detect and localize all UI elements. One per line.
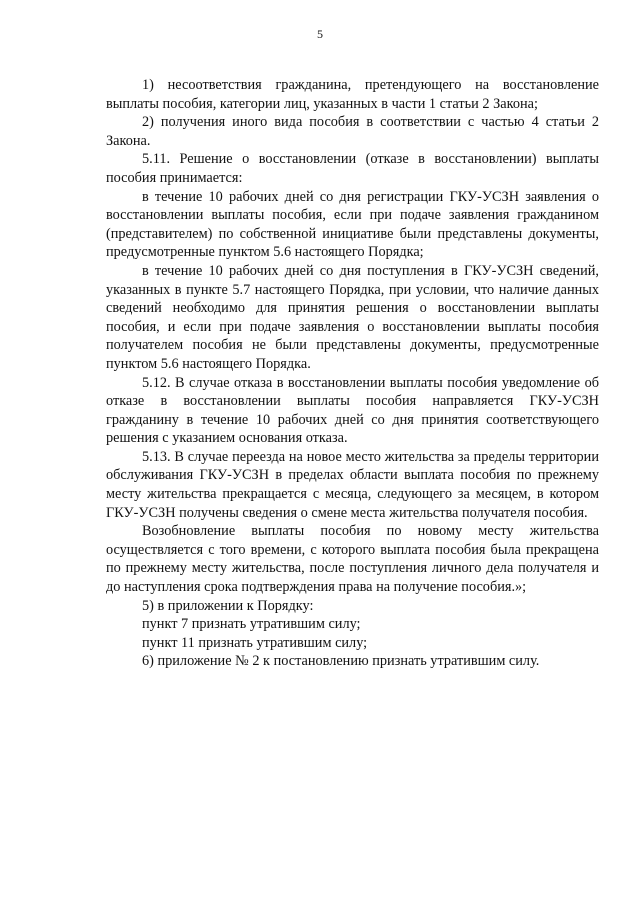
paragraph-deadline-information: в течение 10 рабочих дней со дня поступления в ГКУ-УСЗН сведений, указанных в пункте 5.7 настоящего Порядка, при условии, что наличие данных сведений необходимо для принятия решения о восстановлении выплаты пособия, и если при подаче заявления о восстановлении выплаты пособия получателем пособия не были представлены документы, предусмотренные пунктом 5.6 настоящего Порядка. bbox=[106, 262, 599, 372]
paragraph-5-appendix: 5) в приложении к Порядку: bbox=[142, 597, 314, 614]
paragraph-6-appendix-2-invalid: 6) приложение № 2 к постановлению признать утратившим силу. bbox=[142, 653, 540, 670]
page-number: 5 bbox=[317, 27, 323, 41]
paragraph-1-nonconformity: 1) несоответствия гражданина, претендующего на восстановление выплаты пособия, категории лиц, указанных в части 1 статьи 2 Закона; bbox=[106, 77, 599, 112]
paragraph-5-13-relocation: 5.13. В случае переезда на новое место жительства за пределы территории обслуживания ГКУ-УСЗН в пределах области выплата пособия по прежнему месту жительства прекращается с месяца, следующего за месяцем, в котором ГКУ-УСЗН получены сведения о смене места жительства получателя пособия. bbox=[106, 448, 599, 521]
paragraph-deadline-registration: в течение 10 рабочих дней со дня регистрации ГКУ-УСЗН заявления о восстановлении выплаты пособия, если при подаче заявления гражданином (представителем) по собственной инициативе были представлены документы, предусмотренные пунктом 5.6 настоящего Порядка; bbox=[106, 188, 599, 261]
document-body bbox=[106, 76, 599, 671]
paragraph-2-other-benefit: 2) получения иного вида пособия в соответствии с частью 4 статьи 2 Закона. bbox=[106, 114, 599, 149]
paragraph-item-11-invalid: пункт 11 признать утратившим силу; bbox=[142, 634, 368, 651]
paragraph-resumption: Возобновление выплаты пособия по новому месту жительства осуществляется с того времени, с которого выплата пособия была прекращена по прежнему месту жительства, после поступления личного дела получателя и до наступления срока подтверждения права на получение пособия.»; bbox=[106, 523, 599, 596]
paragraph-5-11-decision: 5.11. Решение о восстановлении (отказе в восстановлении) выплаты пособия принимается: bbox=[106, 151, 599, 186]
paragraph-5-12-refusal: 5.12. В случае отказа в восстановлении выплаты пособия уведомление об отказе в восстановлении выплаты пособия направляется ГКУ-УСЗН гражданину в течение 10 рабочих дней со дня принятия соответствующего решения с указанием основания отказа. bbox=[106, 374, 599, 447]
paragraph-item-7-invalid: пункт 7 признать утратившим силу; bbox=[142, 616, 361, 633]
